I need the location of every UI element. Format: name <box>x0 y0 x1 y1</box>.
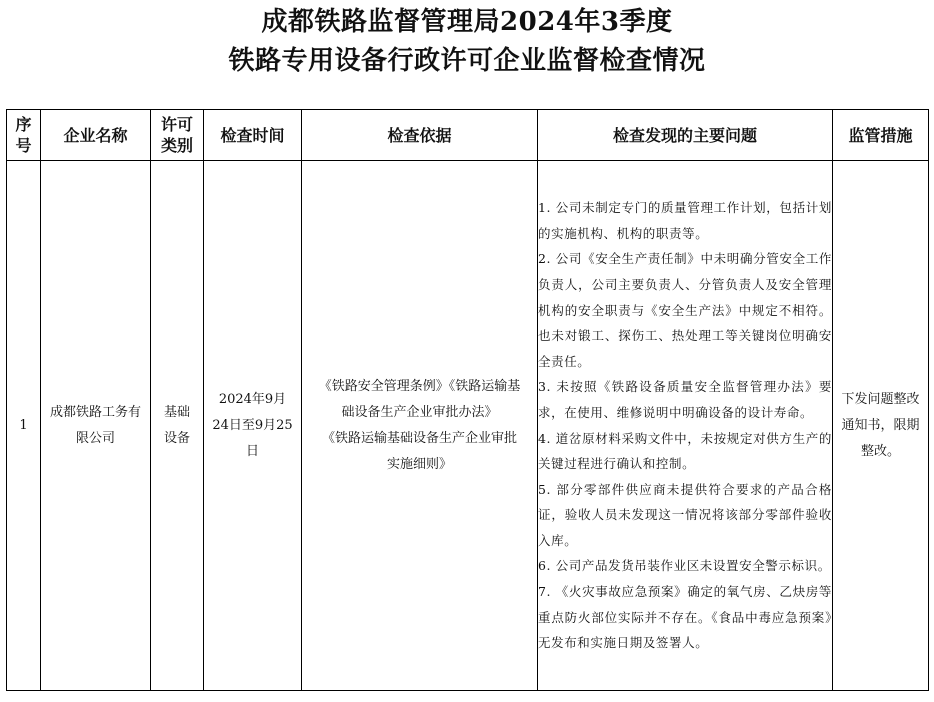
finding-item: 5. 部分零部件供应商未提供符合要求的产品合格证，验收人员未发现这一情况将该部分零部件验收入库。 <box>538 481 832 548</box>
finding-item: 1. 公司未制定专门的质量管理工作计划，包括计划的实施机构、机构的职责等。 <box>538 200 832 241</box>
finding-item: 6. 公司产品发货吊装作业区未设置安全警示标识。 <box>538 558 831 574</box>
cell-findings <box>538 161 833 691</box>
basis-line: 《铁路安全管理条例》《铁路运输基础设备生产企业审批办法》 <box>318 378 521 420</box>
finding-item: 2. 公司《安全生产责任制》中未明确分管安全工作负责人，公司主要负责人、分管负责人及安全管理机构的安全职责与《安全生产法》中规定不相符。也未对锻工、探伤工、热处理工等关键岗位明确安全责任。 <box>538 251 832 369</box>
cell-inspection-time: 2024年9月24日至9月25日 <box>204 161 302 691</box>
header-basis: 检查依据 <box>302 110 538 161</box>
document-title-line-1: 成都铁路监督管理局2024年3季度 <box>261 7 673 37</box>
header-license-type: 许可类别 <box>151 110 204 161</box>
finding-item: 3. 未按照《铁路设备质量安全监督管理办法》要求，在使用、维修说明中明确设备的设计寿命。 <box>538 379 832 420</box>
inspection-table <box>6 109 929 691</box>
finding-item: 7. 《火灾事故应急预案》确定的氧气房、乙炔房等重点防火部位实际并不存在。《食品中毒应急预案》无发布和实施日期及签署人。 <box>538 584 832 651</box>
table-row <box>7 161 929 691</box>
cell-index: 1 <box>7 161 41 691</box>
header-company: 企业名称 <box>41 110 151 161</box>
document-title-line-2: 铁路专用设备行政许可企业监督检查情况 <box>228 46 706 76</box>
cell-company: 成都铁路工务有限公司 <box>41 161 151 691</box>
table-header-row <box>7 110 929 161</box>
cell-measures: 下发问题整改通知书，限期整改。 <box>833 161 929 691</box>
header-findings: 检查发现的主要问题 <box>538 110 833 161</box>
cell-license-type: 基础设备 <box>151 161 204 691</box>
header-index: 序号 <box>7 110 41 161</box>
finding-item: 4. 道岔原材料采购文件中，未按规定对供方生产的关键过程进行确认和控制。 <box>538 430 832 472</box>
cell-basis <box>302 161 538 691</box>
header-measures: 监管措施 <box>833 110 929 161</box>
basis-line: 《铁路运输基础设备生产企业审批实施细则》 <box>321 430 517 472</box>
header-inspection-time: 检查时间 <box>204 110 302 161</box>
